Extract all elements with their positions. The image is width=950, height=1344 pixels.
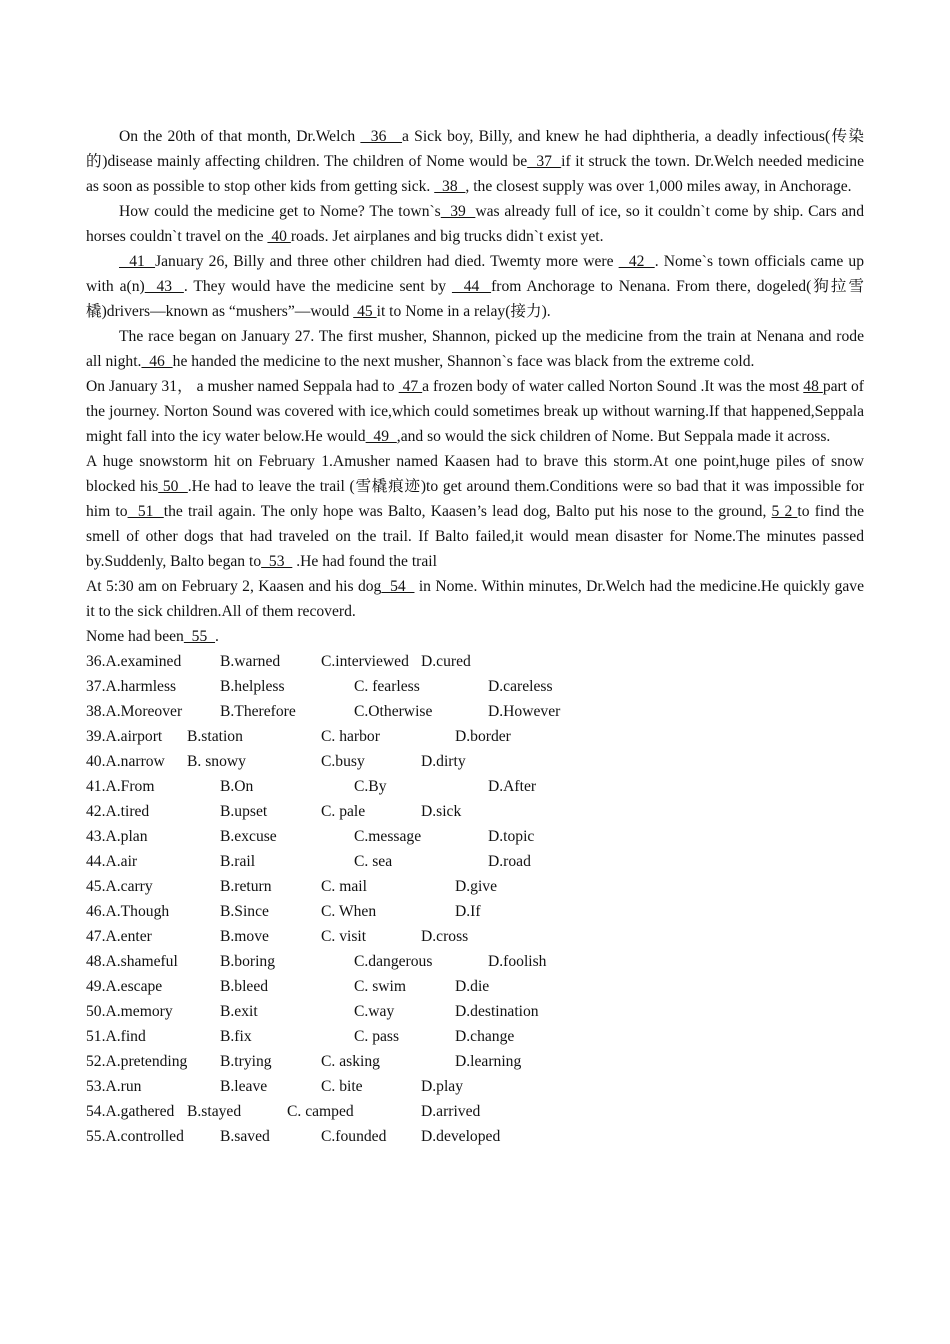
passage-text: ,and so would the sick children of Nome. But Seppala made it across. — [396, 428, 831, 445]
option-c: C. pale — [321, 803, 366, 820]
passage-text: a frozen body of water called Norton Sound .It was the most — [422, 378, 804, 395]
passage-text: . — [215, 628, 219, 645]
option-b: B.move — [220, 928, 269, 945]
option-d: D.road — [488, 853, 531, 870]
answer-blank: 5 2 — [771, 503, 798, 520]
option-b: B.bleed — [220, 978, 269, 995]
option-d: D.cross — [421, 928, 469, 945]
option-d: D.play — [421, 1078, 464, 1095]
option-row — [86, 774, 864, 799]
answer-blank: 49 — [365, 428, 397, 445]
passage-paragraph-5 — [86, 374, 864, 449]
option-row — [86, 824, 864, 849]
option-question-a: 53.A.run — [86, 1078, 142, 1095]
answer-blank: 44 — [451, 278, 492, 295]
option-c: C. sea — [354, 853, 393, 870]
passage-text: if it struck the town. Dr.Welch needed medicine as soon as possible to stop other kids from getting sick. — [86, 153, 865, 195]
option-b: B.return — [220, 878, 272, 895]
option-question-a: 55.A.controlled — [86, 1128, 184, 1145]
option-b: B.helpless — [220, 678, 285, 695]
option-question-a: 49.A.escape — [86, 978, 163, 995]
option-row — [86, 1074, 864, 1099]
option-b: B.trying — [220, 1053, 272, 1070]
option-b: B.stayed — [187, 1103, 242, 1120]
option-question-a: 46.A.Though — [86, 903, 170, 920]
passage-paragraph-1 — [86, 124, 864, 199]
option-question-a: 37.A.harmless — [86, 678, 177, 695]
passage-text: January 26, Billy and three other children had died. Twemty more were — [155, 253, 619, 270]
option-b: B.fix — [220, 1028, 252, 1045]
answer-blank: 54 — [381, 578, 415, 595]
option-b: B.station — [187, 728, 243, 745]
option-d: D.cured — [421, 653, 471, 670]
option-d: D.However — [488, 703, 561, 720]
passage-paragraph-7 — [86, 574, 864, 624]
option-c: C. swim — [354, 978, 406, 995]
option-row — [86, 974, 864, 999]
passage-text: to find the smell of other dogs that had traveled on the trail. If Balto failed,it would mean disaster for Nome.The minutes passed by.Suddenly, Balto began to — [86, 503, 865, 570]
passage-text: , the closest supply was over 1,000 miles away, in Anchorage. — [465, 178, 852, 195]
option-row — [86, 849, 864, 874]
option-b: B.excuse — [220, 828, 277, 845]
passage-paragraph-8 — [86, 624, 864, 649]
option-b: B.upset — [220, 803, 268, 820]
passage-text: in Nome. Within minutes, Dr.Welch had the medicine.He quickly gave it to the sick children.All of them recoverd. — [86, 578, 865, 620]
option-question-a: 51.A.find — [86, 1028, 146, 1045]
option-question-a: 42.A.tired — [86, 803, 150, 820]
passage-text: On January 31， a musher named Seppala had to — [86, 378, 399, 395]
option-d: D.careless — [488, 678, 553, 695]
passage-text: How could the medicine get to Nome? The town`s — [119, 203, 441, 220]
option-c: C.founded — [321, 1128, 387, 1145]
option-c: C. bite — [321, 1078, 363, 1095]
passage-paragraph-6 — [86, 449, 864, 574]
option-row — [86, 649, 864, 674]
option-b: B.leave — [220, 1078, 268, 1095]
option-b: B. snowy — [187, 753, 246, 770]
option-d: D.arrived — [421, 1103, 481, 1120]
option-question-a: 43.A.plan — [86, 828, 148, 845]
option-c: C.Otherwise — [354, 703, 433, 720]
option-c: C.interviewed — [321, 653, 409, 670]
option-d: D.developed — [421, 1128, 501, 1145]
option-question-a: 48.A.shameful — [86, 953, 178, 970]
answer-blank: 46 — [141, 353, 173, 370]
option-b: B.rail — [220, 853, 256, 870]
option-c: C.way — [354, 1003, 395, 1020]
option-b: B.Since — [220, 903, 269, 920]
answer-blank: 36 — [360, 128, 403, 145]
answer-blank: 39 — [440, 203, 476, 220]
option-row — [86, 924, 864, 949]
passage-text: On the 20th of that month, Dr.Welch — [119, 128, 361, 145]
option-row — [86, 999, 864, 1024]
answer-blank: 41 — [119, 253, 156, 270]
passage-paragraph-2 — [86, 199, 864, 249]
option-d: D.After — [488, 778, 537, 795]
passage-text: it to Nome in a relay(接力). — [376, 303, 551, 320]
passage-text: from Anchorage to Nenana. From there, dogeled(狗拉雪橇)drivers—known as “mushers”—would — [86, 278, 865, 320]
option-question-a: 41.A.From — [86, 778, 155, 795]
option-c: C. mail — [321, 878, 367, 895]
passage-text: . They would have the medicine sent by — [183, 278, 452, 295]
answer-blank: 47 — [398, 378, 423, 395]
answer-blank: 42 — [618, 253, 655, 270]
option-c: C. fearless — [354, 678, 420, 695]
answer-blank: 50 — [158, 478, 188, 495]
option-b: B.Therefore — [220, 703, 296, 720]
option-b: B.exit — [220, 1003, 258, 1020]
option-row — [86, 749, 864, 774]
option-d: D.foolish — [488, 953, 547, 970]
option-d: D.learning — [455, 1053, 522, 1070]
option-c: C.busy — [321, 753, 365, 770]
option-b: B.saved — [220, 1128, 270, 1145]
option-d: D.die — [455, 978, 490, 995]
option-question-a: 50.A.memory — [86, 1003, 173, 1020]
option-c: C.dangerous — [354, 953, 433, 970]
answer-options-list — [86, 649, 864, 1149]
option-question-a: 54.A.gathered — [86, 1103, 175, 1120]
answer-blank: 40 — [267, 228, 291, 245]
option-d: D.topic — [488, 828, 535, 845]
answer-blank: 37 — [527, 153, 562, 170]
option-question-a: 44.A.air — [86, 853, 138, 870]
option-c: C. visit — [321, 928, 367, 945]
option-row — [86, 799, 864, 824]
option-row — [86, 1024, 864, 1049]
option-question-a: 40.A.narrow — [86, 753, 165, 770]
passage-text: a Sick boy, Billy, and knew he had diphtheria, a deadly infectious(传染的)disease mainly affecting children. The children of Nome would be — [86, 128, 864, 170]
option-question-a: 45.A.carry — [86, 878, 153, 895]
option-c: C. asking — [321, 1053, 380, 1070]
option-c: C. harbor — [321, 728, 380, 745]
passage-paragraph-4 — [86, 324, 864, 374]
option-row — [86, 1049, 864, 1074]
passage-text: was already full of ice, so it couldn`t come by ship. Cars and horses couldn`t travel on the — [86, 203, 864, 245]
passage-text: he handed the medicine to the next musher, Shannon`s face was black from the extreme cold. — [172, 353, 755, 370]
passage-text: At 5:30 am on February 2, Kaasen and his dog — [86, 578, 382, 595]
answer-blank: 53 — [261, 553, 293, 570]
passage-text: .He had to leave the trail (雪橇痕迹)to get around them.Conditions were so bad that it was impossible for him to — [86, 478, 864, 520]
passage-text: The race began on January 27. The first musher, Shannon, picked up the medicine from the train at Nenana and rode all night. — [86, 328, 864, 370]
option-d: D.border — [455, 728, 511, 745]
option-question-a: 39.A.airport — [86, 728, 163, 745]
passage-text: Nome had been — [86, 628, 184, 645]
answer-blank: 48 — [803, 378, 823, 395]
passage-text: . Nome`s town officials came up with a(n) — [86, 253, 865, 295]
document-page — [86, 124, 864, 1149]
option-question-a: 47.A.enter — [86, 928, 152, 945]
answer-blank: 43 — [144, 278, 184, 295]
option-b: B.boring — [220, 953, 276, 970]
option-row — [86, 724, 864, 749]
option-d: D.If — [455, 903, 481, 920]
option-row — [86, 1099, 864, 1124]
option-c: C.message — [354, 828, 422, 845]
answer-blank: 55 — [183, 628, 216, 645]
option-row — [86, 699, 864, 724]
option-row — [86, 949, 864, 974]
option-d: D.sick — [421, 803, 462, 820]
option-c: C. When — [321, 903, 377, 920]
answer-blank: 38 — [434, 178, 466, 195]
option-d: D.destination — [455, 1003, 539, 1020]
option-row — [86, 899, 864, 924]
option-d: D.change — [455, 1028, 515, 1045]
passage-text: .He had found the trail — [292, 553, 437, 570]
answer-blank: 51 — [127, 503, 164, 520]
option-question-a: 36.A.examined — [86, 653, 182, 670]
option-d: D.dirty — [421, 753, 466, 770]
answer-blank: 45 — [353, 303, 377, 320]
passage-text: the trail again. The only hope was Balto, Kaasen’s lead dog, Balto put his nose to the ground, — [163, 503, 772, 520]
option-c: C. camped — [287, 1103, 354, 1120]
option-question-a: 52.A.pretending — [86, 1053, 188, 1070]
passage-text: part of the journey. Norton Sound was covered with ice,which could sometimes break up without warning.If that happened,Seppala might fall into the icy water below.He would — [86, 378, 864, 445]
option-d: D.give — [455, 878, 498, 895]
option-question-a: 38.A.Moreover — [86, 703, 183, 720]
option-row — [86, 674, 864, 699]
option-c: C. pass — [354, 1028, 400, 1045]
option-row — [86, 1124, 864, 1149]
passage-text: roads. Jet airplanes and big trucks didn`t exist yet. — [290, 228, 604, 245]
option-c: C.By — [354, 778, 387, 795]
passage-paragraph-3 — [86, 249, 864, 324]
option-b: B.On — [220, 778, 254, 795]
passage-text: A huge snowstorm hit on February 1.Amusher named Kaasen had to brave this storm.At one point,huge piles of snow blocked his — [86, 453, 864, 495]
option-b: B.warned — [220, 653, 281, 670]
option-row — [86, 874, 864, 899]
